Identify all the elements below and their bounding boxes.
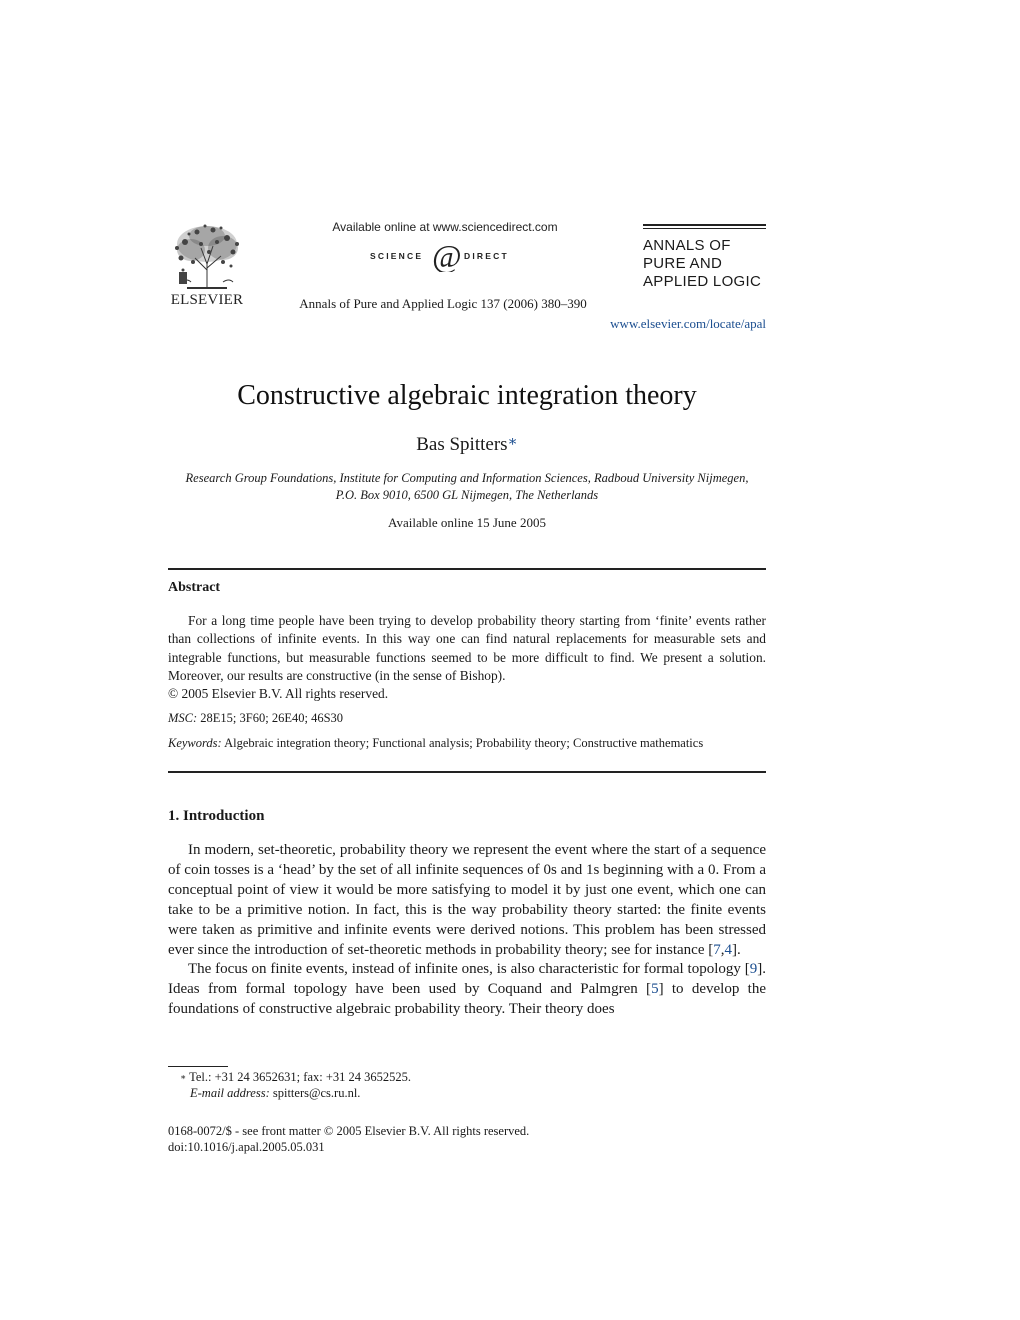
- journal-name-line: APPLIED LOGIC: [643, 273, 762, 290]
- journal-name: [643, 237, 766, 291]
- affiliation-line: P.O. Box 9010, 6500 GL Nijmegen, The Netherlands: [335, 488, 599, 502]
- section-heading-introduction: 1. Introduction: [168, 808, 265, 824]
- keywords-value: Algebraic integration theory; Functional analysis; Probability theory; Constructive mathematics: [221, 736, 704, 750]
- masthead-rule: [643, 228, 766, 229]
- abstract-body: [168, 612, 766, 703]
- abstract-bottom-rule: [168, 771, 766, 773]
- copyright-footer: [168, 1123, 766, 1155]
- masthead-rule: [643, 224, 766, 226]
- paragraph-text: ] to develop the foundations of constructive algebraic probability theory. Their theory does: [168, 981, 766, 1018]
- keywords-label: Keywords:: [168, 736, 222, 750]
- elsevier-tree-icon: [167, 222, 247, 290]
- introduction-body: [168, 841, 766, 1020]
- author-footnote-link[interactable]: ∗: [507, 434, 518, 450]
- paragraph-text: ]. Ideas from formal topology have been used by Coquand and Palmgren [: [168, 961, 766, 998]
- sciencedirect-left-text: SCIENCE: [370, 251, 424, 261]
- footnote-mark: ∗: [180, 1072, 187, 1082]
- footnote-rule: [168, 1066, 228, 1067]
- abstract-top-rule: [168, 568, 766, 570]
- sciencedirect-right-text: DIRECT: [464, 251, 509, 261]
- available-online-date: Available online 15 June 2005: [388, 515, 546, 530]
- msc-codes: [168, 711, 766, 726]
- msc-value: 28E15; 3F60; 26E40; 46S30: [197, 711, 344, 725]
- issn-line: 0168-0072/$ - see front matter © 2005 Elsevier B.V. All rights reserved.: [168, 1124, 530, 1138]
- paper-title: Constructive algebraic integration theory: [237, 380, 697, 411]
- journal-url-link[interactable]: www.elsevier.com/locate/apal: [610, 316, 766, 331]
- paragraph-text: The focus on finite events, instead of infinite ones, is also characteristic for formal topology [: [188, 961, 750, 978]
- keywords: [168, 736, 766, 751]
- doi-line[interactable]: doi:10.1016/j.apal.2005.05.031: [168, 1140, 325, 1154]
- journal-citation: Annals of Pure and Applied Logic 137 (2006) 380–390: [299, 296, 587, 311]
- footnote-phone: Tel.: +31 24 3652631; fax: +31 24 3652525.: [189, 1070, 412, 1084]
- citation-separator: ,: [720, 941, 725, 958]
- elsevier-logo: [165, 222, 249, 314]
- email-value[interactable]: spitters@cs.ru.nl.: [269, 1085, 361, 1100]
- msc-label: MSC:: [168, 711, 198, 725]
- abstract-heading: Abstract: [168, 580, 221, 595]
- body-paragraph: [168, 960, 766, 1020]
- citation-link[interactable]: 7: [713, 941, 721, 958]
- footnote-contact: [168, 1070, 766, 1086]
- author-footnote: [168, 1070, 766, 1101]
- footnote-email: [168, 1086, 766, 1102]
- citation-link[interactable]: 5: [651, 981, 659, 998]
- body-paragraph: [168, 841, 766, 960]
- email-label: E-mail address:: [190, 1085, 270, 1100]
- publisher-name: ELSEVIER: [170, 292, 244, 308]
- citation-link[interactable]: 4: [724, 941, 732, 958]
- author-affiliation: [160, 470, 774, 504]
- sciencedirect-logo: [368, 240, 528, 272]
- journal-name-line: ANNALS OF: [643, 237, 731, 254]
- paragraph-text: ].: [732, 941, 741, 958]
- journal-name-line: PURE AND: [643, 255, 723, 272]
- abstract-paragraph: For a long time people have been trying to develop probability theory starting from ‘finite’ events rather than collections of infinite events. In this way one can find natural replacements for measurable sets and integrable functions, but measurable functions seemed to be more difficult to find. We present a solution. Moreover, our results are constructive (in the sense of Bishop).: [168, 613, 766, 683]
- author-line: [0, 434, 934, 456]
- sciencedirect-at-icon: [368, 240, 528, 272]
- journal-masthead: [643, 224, 766, 291]
- paragraph-text: In modern, set-theoretic, probability theory we represent the event where the start of a sequence of coin tosses is a ‘head’ by the set of all infinite sequences of 0s and 1s beginning with a 0. From a conceptual point of view it would be more satisfying to model it by just one event, which one can take to be a primitive notion. In fact, this is the way probability theory started: the finite events were taken as primitive and infinite events were derived notions. This problem has been stressed ever since the introduction of set-theoretic methods in probability theory; see for instance [: [168, 842, 766, 958]
- abstract-copyright: © 2005 Elsevier B.V. All rights reserved.: [168, 686, 389, 702]
- author-name: Bas Spitters: [416, 434, 508, 455]
- affiliation-line: Research Group Foundations, Institute for Computing and Information Sciences, Radboud University Nijmegen,: [185, 471, 749, 485]
- available-online-notice: Available online at www.sciencedirect.com: [332, 220, 558, 234]
- citation-link[interactable]: 9: [749, 961, 758, 978]
- sciencedirect-at-glyph: @: [432, 240, 462, 272]
